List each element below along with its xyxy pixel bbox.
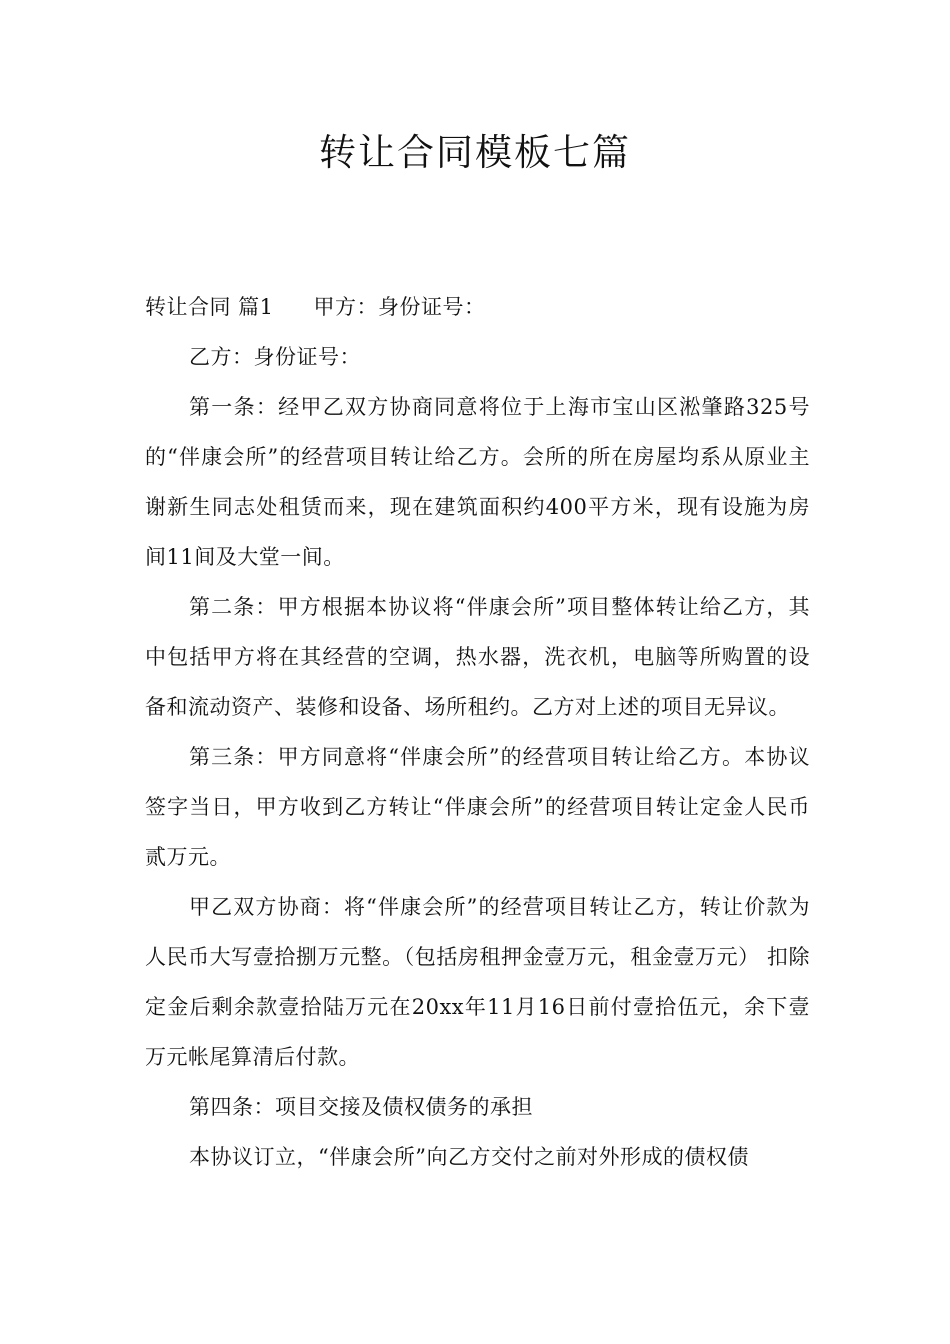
article-4-heading: 第四条：项目交接及债权债务的承担 bbox=[189, 1095, 533, 1119]
document-body bbox=[145, 282, 810, 1182]
article-4-body: 本协议订立，“伴康会所”向乙方交付之前对外形成的债权债 bbox=[189, 1145, 749, 1169]
section-heading: 转让合同 篇1 bbox=[145, 295, 274, 319]
article-3: 第三条：甲方同意将“伴康会所”的经营项目转让给乙方。本协议签字当日，甲方收到乙方转让“伴康会所”的经营项目转让定金人民币贰万元。 bbox=[145, 745, 810, 869]
party-b-line: 乙方：身份证号： bbox=[189, 345, 361, 369]
article-1: 第一条：经甲乙双方协商同意将位于上海市宝山区淞肇路325号的“伴康会所”的经营项目转让给乙方。会所的所在房屋均系从原业主谢新生同志处租赁而来，现在建筑面积约400平方米，现有设施为房间11间及大堂一间。 bbox=[145, 395, 810, 569]
article-2: 第二条：甲方根据本协议将“伴康会所”项目整体转让给乙方，其中包括甲方将在其经营的空调，热水器，洗衣机，电脑等所购置的设备和流动资产、装修和设备、场所租约。乙方对上述的项目无异议。 bbox=[145, 595, 810, 719]
party-a-line: 甲方：身份证号： bbox=[313, 295, 486, 319]
document-title: 转让合同模板七篇 bbox=[319, 131, 631, 174]
section-header-line bbox=[145, 282, 810, 332]
payment-terms: 甲乙双方协商：将“伴康会所”的经营项目转让乙方，转让价款为人民币大写壹拾捌万元整。（包括房租押金壹万元，租金壹万元） 扣除定金后剩余款壹拾陆万元在20xx年11月16日前付壹拾伍元，余下壹万元帐尾算清后付款。 bbox=[145, 895, 810, 1069]
